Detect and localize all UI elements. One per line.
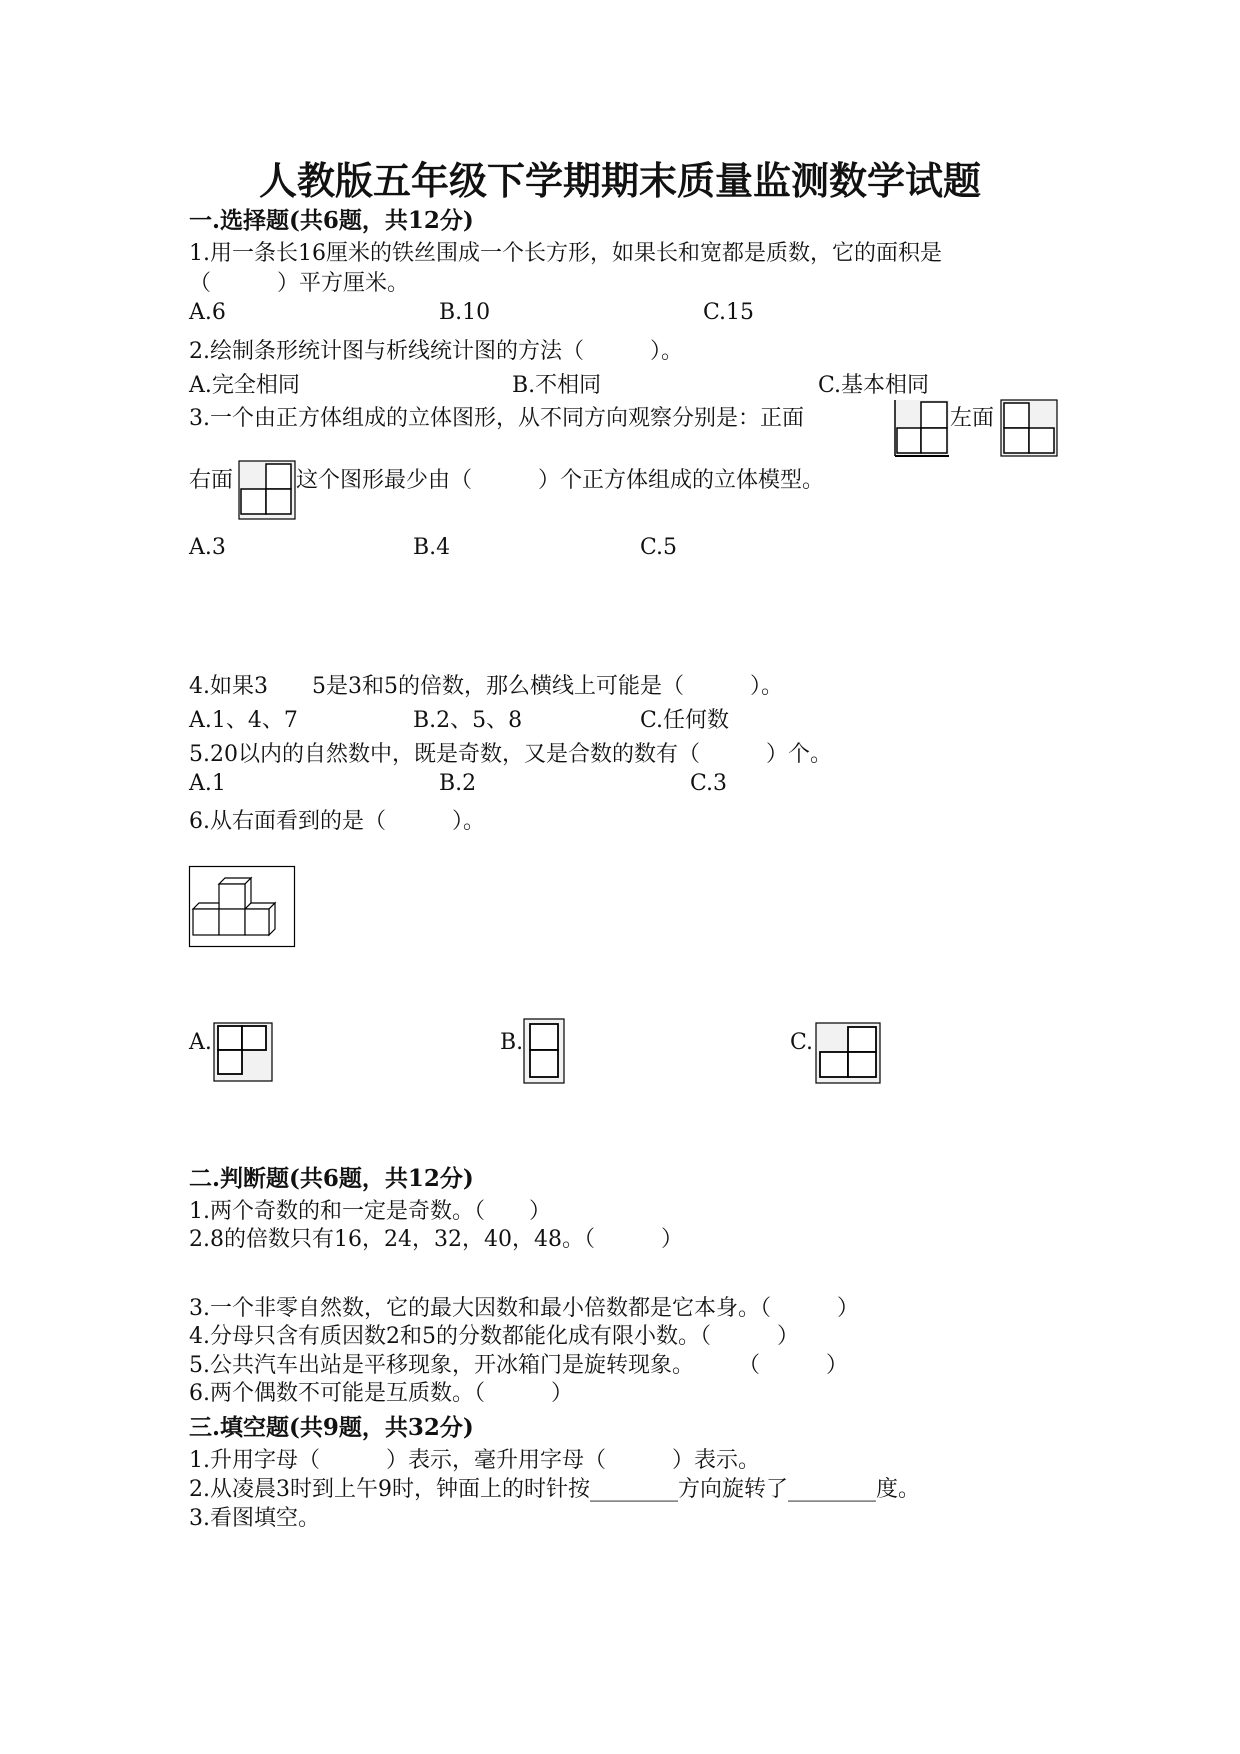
q5-text: 5.20以内的自然数中，既是奇数，又是合数的数有（ ）个。 — [189, 742, 832, 767]
q2-option-a: A.完全相同 — [189, 373, 300, 398]
fill-item-3: 3.看图填空。 — [189, 1506, 320, 1531]
q4-text: 4.如果3 5是3和5的倍数，那么横线上可能是（ ）。 — [189, 674, 783, 699]
fill-item-2: 2.从凌晨3时到上午9时，钟面上的时针按________方向旋转了________度。 — [189, 1477, 920, 1502]
q5-option-b: B.2 — [439, 771, 477, 796]
judgment-item-1: 1.两个奇数的和一定是奇数。（ ） — [189, 1199, 551, 1224]
section-heading-fill: 三.填空题(共9题，共32分) — [189, 1414, 474, 1441]
q3-line2: 这个图形最少由（ ）个正方体组成的立体模型。 — [296, 468, 825, 493]
q1-option-c: C.15 — [703, 300, 755, 325]
q2-option-b: B.不相同 — [512, 373, 602, 398]
fill-item-1: 1.升用字母（ ）表示，毫升用字母（ ）表示。 — [189, 1448, 760, 1473]
q4-option-b: B.2、5、8 — [413, 708, 523, 733]
q1-option-a: A.6 — [189, 300, 226, 325]
q6-option-b-figure — [523, 1018, 565, 1084]
section-heading-choice: 一.选择题(共6题，共12分) — [189, 207, 474, 234]
q6-option-a-label: A. — [189, 1030, 212, 1055]
q3-line1: 3.一个由正方体组成的立体图形，从不同方向观察分别是：正面 — [189, 406, 804, 431]
q3-right-label: 右面 — [189, 468, 234, 493]
judgment-item-6: 6.两个偶数不可能是互质数。（ ） — [189, 1381, 573, 1406]
q6-option-c-figure — [815, 1022, 881, 1084]
q3-left-label: 左面 — [950, 406, 995, 431]
q5-option-a: A.1 — [189, 771, 226, 796]
q3-left-view-figure — [1000, 399, 1058, 457]
q6-cube-stack-figure — [189, 866, 295, 947]
q4-option-c: C.任何数 — [640, 708, 730, 733]
q6-option-b-label: B. — [500, 1030, 524, 1055]
q6-option-a-figure — [213, 1022, 273, 1082]
q1-line2: （ ）平方厘米。 — [189, 271, 410, 296]
judgment-item-2: 2.8的倍数只有16，24，32，40，48。（ ） — [189, 1227, 683, 1252]
q3-option-b: B.4 — [413, 535, 451, 560]
q3-option-a: A.3 — [189, 535, 226, 560]
q1-line1: 1.用一条长16厘米的铁丝围成一个长方形，如果长和宽都是质数，它的面积是 — [189, 241, 942, 266]
q1-option-b: B.10 — [439, 300, 491, 325]
page-title: 人教版五年级下学期期末质量监测数学试题 — [258, 158, 981, 203]
q3-right-view-figure — [238, 460, 296, 520]
q2-text: 2.绘制条形统计图与析线统计图的方法（ ）。 — [189, 339, 683, 364]
section-heading-judgment: 二.判断题(共6题，共12分) — [189, 1165, 474, 1192]
q3-front-view-figure — [894, 399, 950, 457]
q4-option-a: A.1、4、7 — [189, 708, 298, 733]
judgment-item-3: 3.一个非零自然数，它的最大因数和最小倍数都是它本身。（ ） — [189, 1296, 859, 1321]
q6-text: 6.从右面看到的是（ ）。 — [189, 809, 485, 834]
q2-option-c: C.基本相同 — [818, 373, 930, 398]
judgment-item-4: 4.分母只含有质因数2和5的分数都能化成有限小数。（ ） — [189, 1324, 799, 1349]
q5-option-c: C.3 — [690, 771, 728, 796]
q3-option-c: C.5 — [640, 535, 678, 560]
q6-option-c-label: C. — [790, 1030, 814, 1055]
judgment-item-5: 5.公共汽车出站是平移现象，开冰箱门是旋转现象。 （ ） — [189, 1353, 848, 1378]
